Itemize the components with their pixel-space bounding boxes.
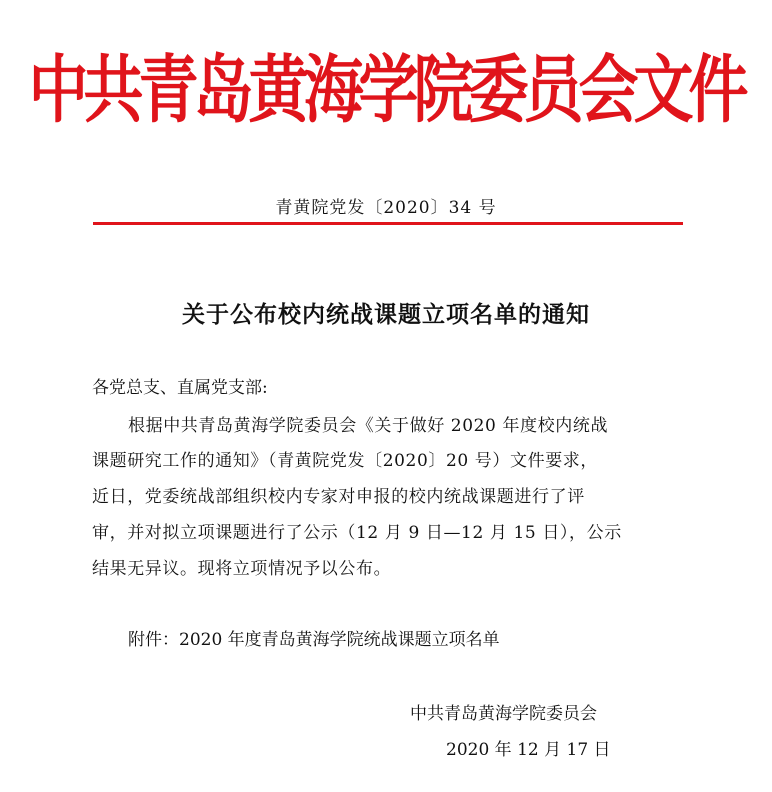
body-paragraph-line: 课题研究工作的通知》（青黄院党发〔2020〕20 号）文件要求， xyxy=(92,451,598,471)
body-paragraph-line: 近日，党委统战部组织校内专家对申报的校内统战课题进行了评 xyxy=(92,487,585,507)
body-paragraph-line: 根据中共青岛黄海学院委员会《关于做好 2020 年度校内统战 xyxy=(128,416,609,436)
document-number: 青黄院党发〔2020〕34 号 xyxy=(275,198,497,218)
notice-title: 关于公布校内统战课题立项名单的通知 xyxy=(182,301,590,328)
body-paragraph-line: 审，并对拟立项课题进行了公示（12 月 9 日—12 月 15 日），公示 xyxy=(92,523,622,543)
salutation: 各党总支、直属党支部: xyxy=(92,378,268,398)
red-divider-line xyxy=(93,222,683,225)
signature-date: 2020 年 12 月 17 日 xyxy=(446,740,611,760)
attachment-note: 附件：2020 年度青岛黄海学院统战课题立项名单 xyxy=(128,630,500,650)
masthead-title: 中共青岛黄海学院委员会文件 xyxy=(28,48,744,134)
body-paragraph-line: 结果无异议。现将立项情况予以公布。 xyxy=(92,559,392,579)
signature-organization: 中共青岛黄海学院委员会 xyxy=(410,704,597,724)
